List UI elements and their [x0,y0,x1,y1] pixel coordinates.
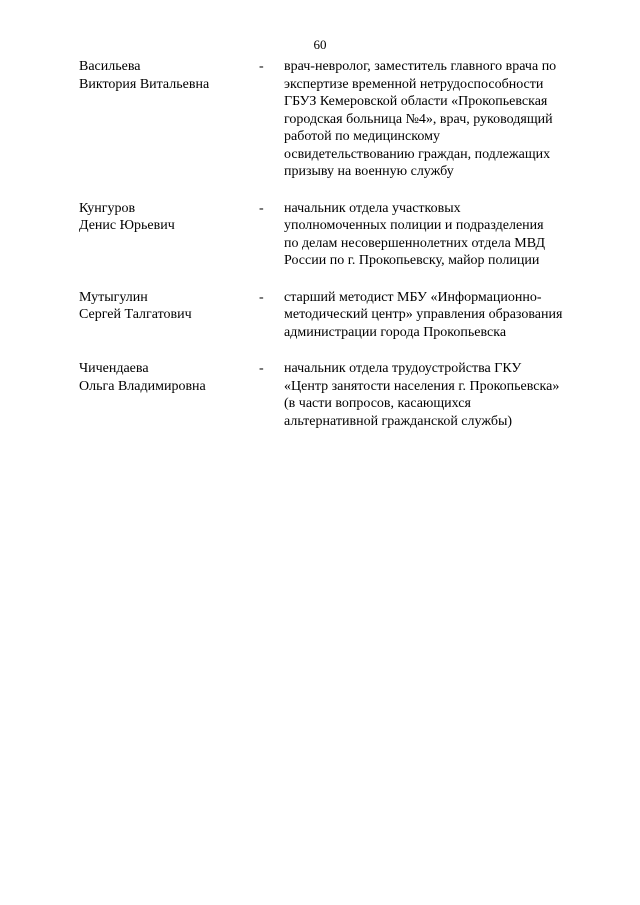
member-name [79,200,249,235]
role-line: уполномоченных полиции и подразделения [284,218,544,233]
role-line: работой по медицинскому [284,129,440,144]
member-role [284,289,586,342]
member-given-names: Денис Юрьевич [79,218,175,233]
separator-dash: - [259,289,264,305]
member-role [284,360,586,430]
role-line: призыву на военную службу [284,164,454,179]
role-line: начальник отдела трудоустройства ГКУ [284,361,522,376]
member-name [79,58,249,93]
member-surname: Кунгуров [79,200,136,216]
member-given-names: Ольга Владимировна [79,378,206,394]
member-surname: Чичендаева [79,361,149,376]
separator-dash: - [259,200,264,216]
member-name [79,360,249,395]
separator-dash: - [259,361,264,376]
member-name [79,289,249,324]
role-line: по делам несовершеннолетних отдела МВД [284,235,546,251]
role-line: городская больница №4», врач, руководящий [284,111,553,127]
role-line: администрации города Прокопьевска [284,324,507,340]
role-line: освидетельствованию граждан, подлежащих [284,146,551,162]
separator-dash: - [259,59,264,74]
role-line: начальник отдела участковых [284,200,461,216]
member-given-names: Виктория Витальевна [79,76,210,92]
role-line: альтернативной гражданской службы) [284,413,513,429]
member-entry-kungurov [0,200,640,270]
member-surname: Васильева [79,59,141,74]
role-line: «Центр занятости населения г. Прокопьевска» [284,378,560,394]
member-role [284,58,586,181]
commission-member-list [0,58,640,430]
role-line: ГБУЗ Кемеровской области «Прокопьевская [284,94,548,109]
role-line: (в части вопросов, касающихся [284,396,471,411]
page-number: 60 [313,37,327,52]
member-entry-chichendaeva [0,360,640,430]
member-role [284,200,586,270]
member-surname: Мутыгулин [79,289,148,305]
role-line: врач-невролог, заместитель главного врача по [284,59,557,74]
member-entry-mutygulin [0,289,640,342]
role-line: старший методист МБУ «Информационно- [284,289,542,305]
member-entry-vasilyeva [0,58,640,181]
member-given-names: Сергей Талгатович [79,307,192,322]
role-line: экспертизе временной нетрудоспособности [284,76,544,92]
role-line: России по г. Прокопьевску, майор полиции [284,253,540,268]
role-line: методический центр» управления образования [284,307,563,322]
